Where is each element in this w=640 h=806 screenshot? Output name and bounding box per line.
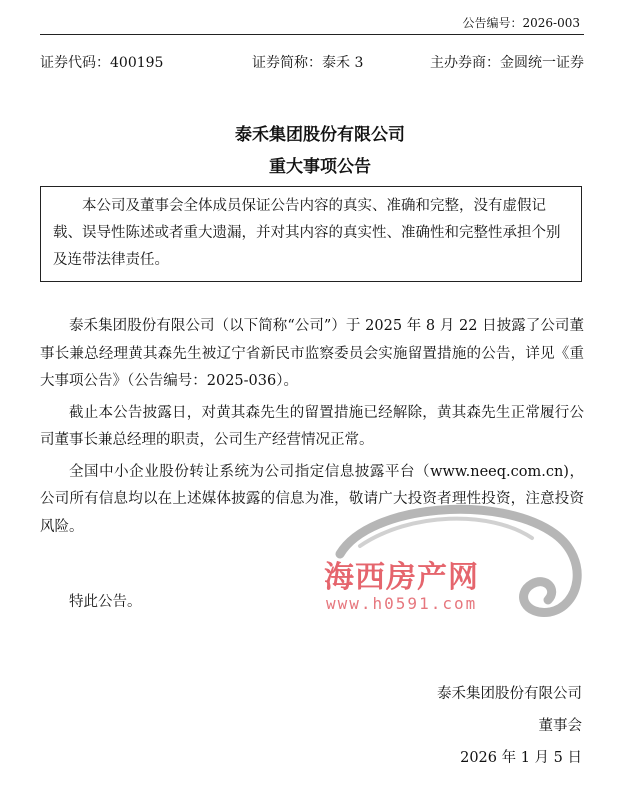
closing-line: 特此公告。 [69,594,142,610]
notice-number: 公告编号：2026-003 [462,16,580,30]
stock-abbreviation: 证券简称：泰禾 3 [252,55,364,71]
paragraph-platform: 全国中小企业股份转让系统为公司指定信息披露平台（www.neeq.com.cn)，公司所有信息均以在上述媒体披露的信息为准，敬请广大投资者理性投资，注意投资风险。 [40,463,584,535]
watermark-title: 海西房产网 [324,560,479,595]
watermark-url: www.h0591.com [326,594,478,613]
stock-code: 证券代码：400195 [40,55,164,71]
signature-date: 2026 年 1 月 5 日 [460,750,582,766]
header-divider [40,34,584,35]
statement-box [40,186,582,282]
watermark [300,494,600,624]
signature-board: 董事会 [538,718,582,734]
document-title: 重大事项公告 [269,157,371,177]
sponsor-broker: 主办券商：金圆统一证券 [430,55,584,71]
paragraph-release: 截止本公告披露日，对黄其森先生的留置措施已经解除，黄其森先生正常履行公司董事长兼总经理的职责，公司生产经营情况正常。 [40,404,584,448]
signature-company: 泰禾集团股份有限公司 [437,686,582,702]
paragraph-disclosure: 泰禾集团股份有限公司（以下简称“公司”）于 2025 年 8 月 22 日披露了公司董事长兼总经理黄其森先生被辽宁省新民市监察委员会实施留置措施的公告，详见《重大事项公告》（公告编号：2025-036）。 [40,318,584,389]
company-title: 泰禾集团股份有限公司 [235,125,405,145]
statement-text: 本公司及董事会全体成员保证公告内容的真实、准确和完整，没有虚假记载、误导性陈述或者重大遗漏，并对其内容的真实性、准确性和完整性承担个别及连带法律责任。 [53,198,561,268]
